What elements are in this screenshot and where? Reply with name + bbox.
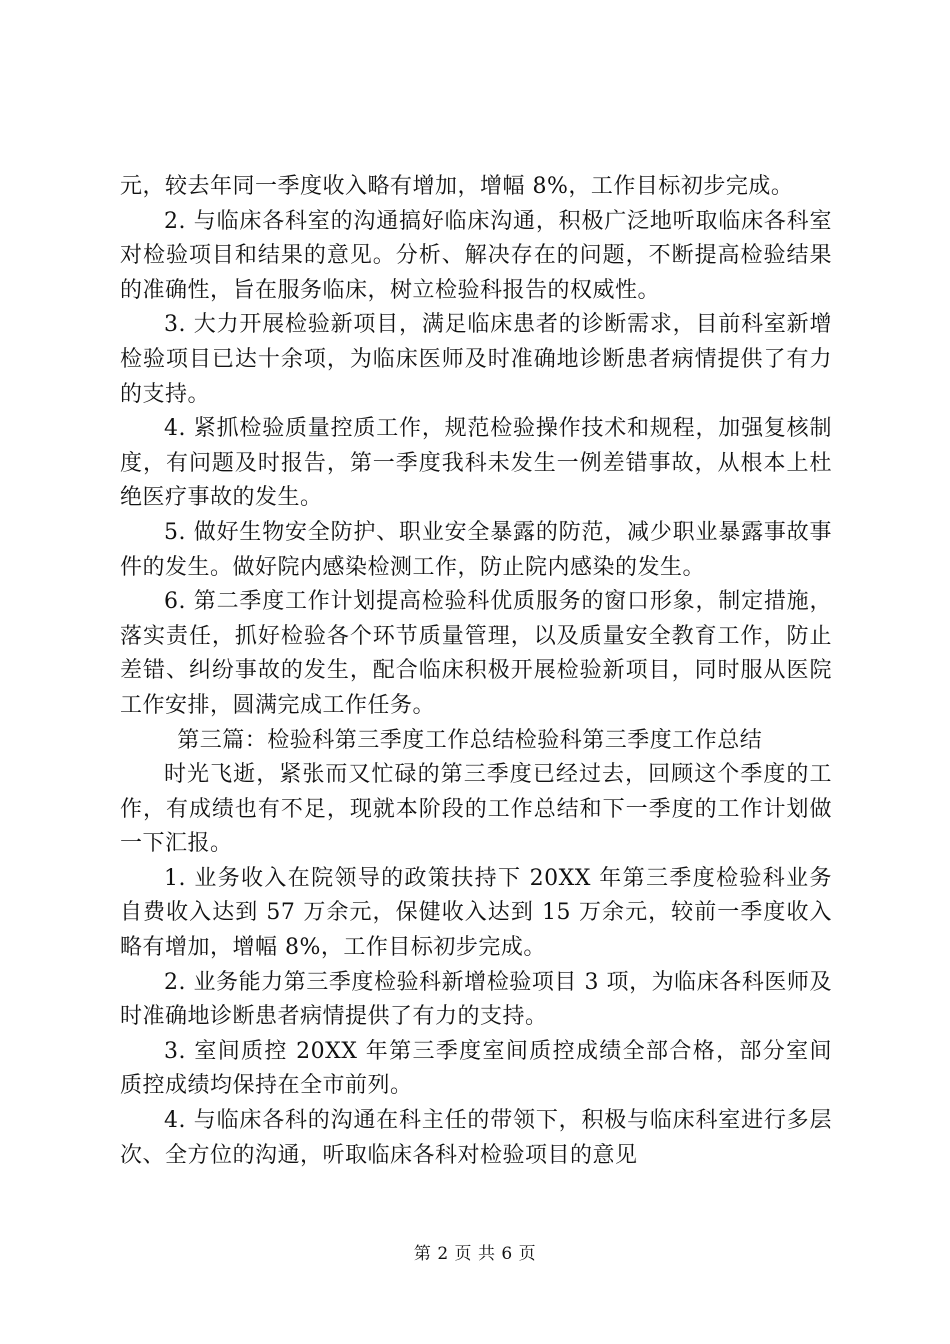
paragraph-intro: 时光飞逝，紧张而又忙碌的第三季度已经过去，回顾这个季度的工作，有成绩也有不足，现就本阶段的工作总结和下一季度的工作计划做一下汇报。 xyxy=(120,762,832,857)
page-number: 第 2 页 共 6 页 xyxy=(413,1244,537,1264)
paragraph-item-6: 6. 第二季度工作计划提高检验科优质服务的窗口形象，制定措施，落实责任，抓好检验各个环节质量管理，以及质量安全教育工作，防止差错、纠纷事故的发生，配合临床积极开展检验新项目，同时服从医院工作安排，圆满完成工作任务。 xyxy=(120,589,832,718)
paragraph-item-4: 4. 紧抓检验质量控质工作，规范检验操作技术和规程，加强复核制度，有问题及时报告，第一季度我科未发生一例差错事故，从根本上杜绝医疗事故的发生。 xyxy=(120,416,832,511)
paragraph-business-capability: 2. 业务能力第三季度检验科新增检验项目 3 项，为临床各科医师及时准确地诊断患者病情提供了有力的支持。 xyxy=(120,969,832,1030)
paragraph-clinical-communication: 4. 与临床各科的沟通在科主任的带领下，积极与临床科室进行多层次、全方位的沟通，听取临床各科对检验项目的意见 xyxy=(120,1108,832,1168)
paragraph-item-3: 3. 大力开展检验新项目，满足临床患者的诊断需求，目前科室新增检验项目已达十余项，为临床医师及时准确地诊断患者病情提供了有力的支持。 xyxy=(120,312,832,407)
paragraph-business-income: 1. 业务收入在院领导的政策扶持下 20XX 年第三季度检验科业务自费收入达到 57 万余元，保健收入达到 15 万余元，较前一季度收入略有增加，增幅 8%，工作目标初步完成。 xyxy=(120,865,832,961)
paragraph-item-2: 2. 与临床各科室的沟通搞好临床沟通，积极广泛地听取临床各科室对检验项目和结果的意见。分析、解决存在的问题，不断提高检验结果的准确性，旨在服务临床，树立检验科报告的权威性。 xyxy=(120,208,832,303)
section-heading-part-three: 第三篇：检验科第三季度工作总结检验科第三季度工作总结 xyxy=(177,727,763,753)
document-body xyxy=(120,170,832,1173)
paragraph-quality-control: 3. 室间质控 20XX 年第三季度室间质控成绩全部合格，部分室间质控成绩均保持在全市前列。 xyxy=(120,1038,832,1099)
paragraph-item-5: 5. 做好生物安全防护、职业安全暴露的防范，减少职业暴露事故事件的发生。做好院内感染检测工作，防止院内感染的发生。 xyxy=(120,519,832,580)
paragraph-continuation: 元，较去年同一季度收入略有增加，增幅 8%，工作目标初步完成。 xyxy=(120,174,794,199)
